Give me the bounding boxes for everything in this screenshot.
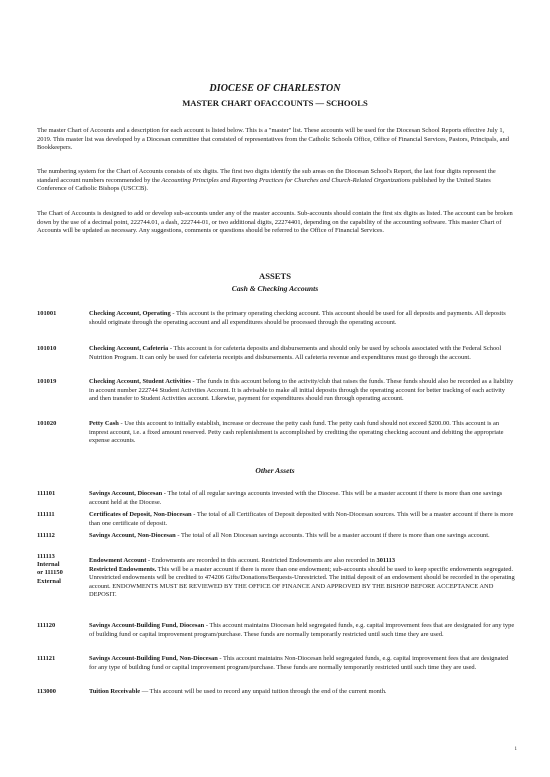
account-text: This account maintains Non-Diocesan held segregated funds, e.g. capital improvement fees that are designated for any type of building fund or capital improvement program/purchase. These funds are normally temporarily restricted until such time they are used. [89, 655, 509, 671]
separator: - [162, 490, 168, 497]
account-name: Savings Account-Building Fund, Non-Diocesan [89, 655, 218, 662]
account-number-line: or 111150 [37, 569, 63, 577]
account-number-line: External [37, 577, 61, 585]
section-heading-assets: ASSETS [258, 271, 291, 281]
account-number: 101010 [37, 345, 57, 352]
account-number: 101020 [37, 420, 57, 427]
separator: — [140, 688, 150, 695]
separator: - [168, 345, 174, 352]
account-description [89, 532, 515, 541]
subsection-heading-cash: Cash & Checking Accounts [231, 284, 319, 293]
account-number [37, 553, 87, 586]
account-name: Savings Account, Non-Diocesan [89, 532, 176, 539]
account-reference: 301113 [376, 557, 396, 564]
account-number: 111112 [37, 532, 55, 539]
subsection-heading-other-assets: Other Assets [255, 466, 295, 475]
intro-paragraph-3: The Chart of Accounts is designed to add or develop sub-accounts under any of the master accounts. Sub-accounts should contain the first six digits as listed. The account can be broken down by the use of a decimal point, 222744.01, a dash, 222744-01, or two additional digits, 22274401, depending on the capability of the accounting software. This master Chart of Accounts will be updated as necessary. Any suggestions, comments or questions should be referred to the Office of Financial Services. [37, 210, 513, 235]
account-name: Savings Account, Diocesan [89, 490, 163, 497]
account-text: This account is the primary operating checking account. This account should be used for all deposits and payments. All deposits should originate through the operating account and all expenditures should be processed through the operating account. [89, 310, 506, 326]
account-description [89, 655, 515, 672]
intro-text: published by the United States Conference of Catholic Bishops (USCCB). [37, 176, 491, 193]
separator: - [175, 532, 181, 539]
account-name: Checking Account, Operating [89, 310, 171, 317]
account-name: Certificates of Deposit, Non-Diocesan [89, 511, 192, 518]
account-text: This account will be used to record any unpaid tuition through the end of the current month. [149, 688, 387, 695]
account-number: 113000 [37, 688, 56, 695]
account-text: The total of all Non Diocesan savings accounts. This will be a master account if there is more than one savings account. [181, 532, 490, 539]
account-description [89, 310, 515, 327]
separator: - [190, 378, 197, 385]
account-description [89, 511, 515, 528]
account-description [89, 622, 515, 639]
account-number-line: Internal [37, 561, 60, 569]
account-number: 101019 [37, 378, 57, 385]
publication-title: Accounting Principles and Reporting Practices for Churches and Church-Related Organizations [161, 176, 411, 184]
page-title: DIOCESE OF CHARLESTON [209, 83, 341, 94]
account-number: 101001 [37, 310, 57, 317]
account-description [89, 490, 515, 507]
account-name: Tuition Receivable [89, 688, 141, 695]
account-text: The total of all Certificates of Deposit deposited with Non-Diocesan sources. This will be a master account if there is more than one certificate of deposit. [89, 511, 514, 527]
account-text: This account is for cafeteria deposits and disbursements and should only be used by schools associated with the Federal School Nutrition Program. It can only be used for cafeteria receipts and disbursements. All cafeteria revenue and expenditures must go through the account. [89, 345, 502, 361]
separator: - [118, 420, 125, 427]
separator: - [191, 511, 197, 518]
account-text: Use this account to initially establish, increase or decrease the petty cash fund. The petty cash fund should not exceed $200.00. This account is an imprest account, i.e. a fixed amount reserved. Petty cash replenishment is accomplished by crediting the operating checking account and debiting the appropriate expense accounts. [89, 420, 504, 445]
account-name: Checking Account, Cafeteria [89, 345, 169, 352]
account-description [89, 420, 515, 446]
account-description [89, 345, 515, 362]
separator: - [170, 310, 176, 317]
account-number: 111121 [37, 655, 56, 662]
account-name: Savings Account-Building Fund, Diocesan [89, 622, 205, 629]
intro-text: The numbering system for the Chart of Accounts consists of six digits. The first two digits identify the sub areas on the Diocesan School's Report, the last four digits represent the standard account numbers recommended by the [37, 168, 496, 184]
account-description [89, 557, 515, 600]
account-text: This account maintains Diocesan held segregated funds, e.g. capital improvement fees that are designated for any type of building fund or capital improvement program/purchase. These funds are normally temporarily restricted until such time they are used. [89, 622, 515, 638]
account-name: Petty Cash [89, 420, 119, 427]
intro-paragraph-2 [37, 168, 515, 194]
account-number-line: 111113 [37, 553, 55, 560]
separator: - [146, 557, 152, 564]
account-number: 111120 [37, 622, 56, 629]
page-subtitle: MASTER CHART OFACCOUNTS — SCHOOLS [182, 98, 368, 108]
account-name: Restricted Endowments. [89, 565, 157, 573]
page-number: 1 [514, 747, 517, 752]
separator: - [204, 622, 210, 629]
account-number: 111101 [37, 490, 56, 497]
account-text: The funds in this account belong to the activity/club that raises the funds. These funds should also be recorded as a liability in account number 222744 Student Activities Account. It is advisable to make all initial deposits through the operating account for better tracking of each activity and then transfer to Student Activities account. Likewise, payment for expenditures should run through operating account. [89, 378, 514, 403]
account-text: Endowments are recorded in this account. Restricted Endowments are also recorded in [151, 557, 377, 564]
account-text: The total of all regular savings accounts invested with the Diocese. This will be a master account if there is more than one savings account held at the Diocese. [89, 490, 503, 506]
account-description [89, 378, 515, 404]
account-name: Endowment Account [89, 557, 147, 564]
account-number: 111111 [37, 511, 55, 518]
account-name: Checking Account, Student Activities [89, 378, 191, 385]
account-description [89, 688, 515, 697]
account-text: This will be a master account if there is more than one endowment; sub-accounts should be used to keep specific endowments segregated. Unrestricted endowments will be credited to 474206 Gifts/Donations/Bequests-Unrestricted. The initial deposit of an endowment should be recorded in the operating account. ENDOWMENTS MUST BE REVIEWED BY THE OFFICE OF FINANCE AND APPROVED BY THE BISHOP BEFORE ACCEPTANCE AND DEPOSIT. [89, 565, 515, 599]
separator: - [217, 655, 224, 662]
intro-paragraph-1: The master Chart of Accounts and a description for each account is listed below. This is a "master" list. These accounts will be used for the Diocesan School Reports effective July 1, 2019. This master list was developed by a Diocesan committee that consisted of representatives from the Catholic Schools Office, Office of Financial Services, Pastors, Principals, and Bookkeepers. [37, 127, 509, 152]
